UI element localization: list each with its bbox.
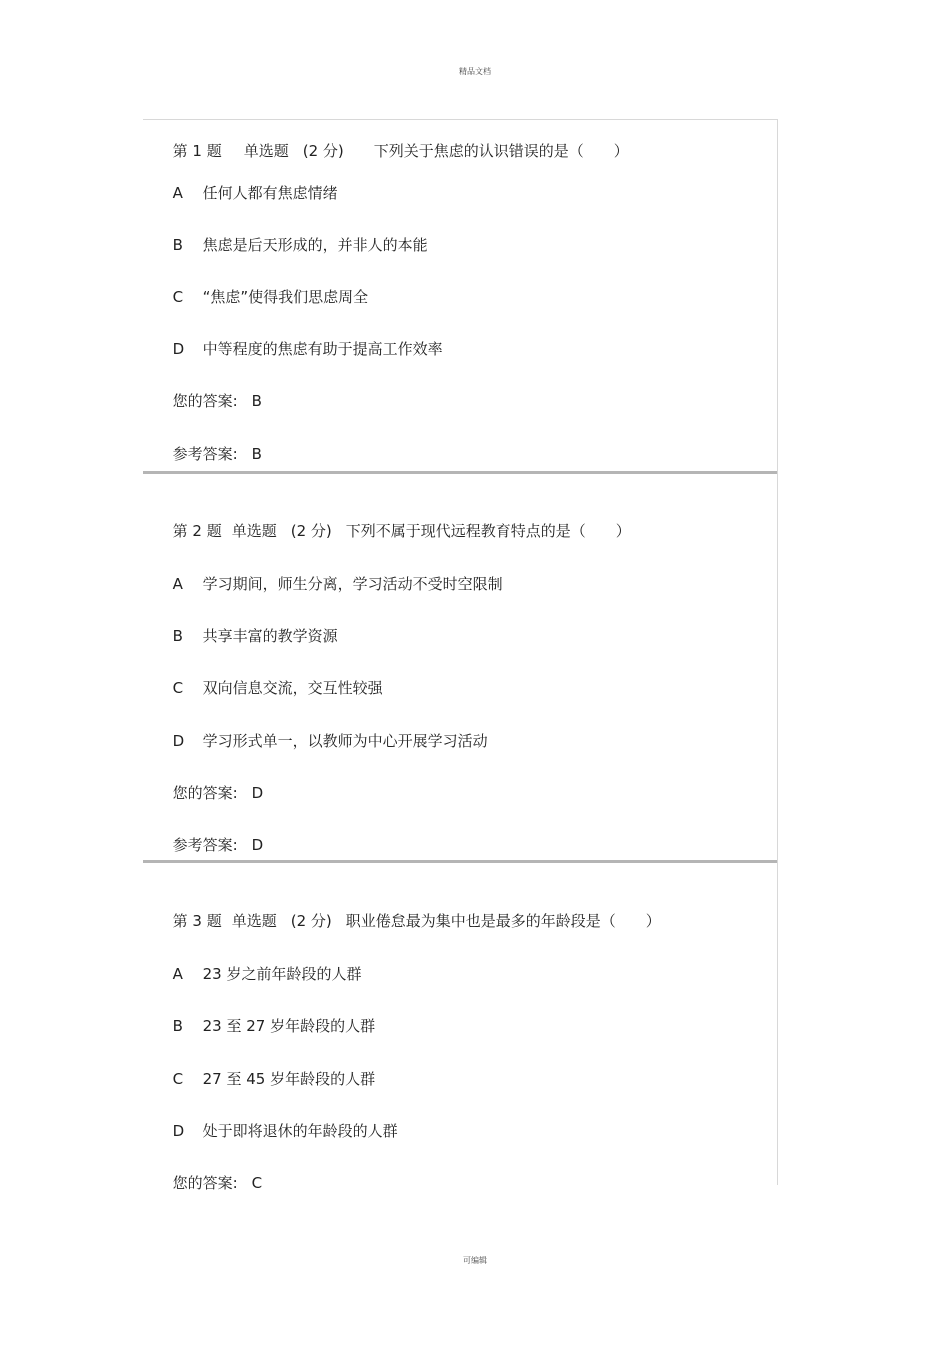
option-a[interactable] — [144, 944, 361, 1004]
question-score: (2 分) — [290, 522, 332, 540]
page-header: 精品文档 — [459, 67, 491, 76]
option-letter: C — [172, 288, 184, 306]
option-text: 23 岁之前年龄段的人群 — [202, 965, 362, 983]
question-2-header — [144, 501, 631, 561]
option-text: 任何人都有焦虑情绪 — [202, 184, 338, 202]
your-answer — [144, 763, 263, 823]
your-answer — [144, 1153, 262, 1213]
option-d[interactable] — [144, 319, 443, 379]
your-answer-label: 您的答案: — [172, 392, 238, 410]
option-text: 23 至 27 岁年龄段的人群 — [202, 1017, 376, 1035]
option-text: 焦虑是后天形成的，并非人的本能 — [202, 236, 428, 254]
option-letter: D — [172, 732, 185, 750]
option-letter: D — [172, 1122, 185, 1140]
reference-answer — [144, 424, 262, 484]
option-letter: B — [172, 1017, 183, 1035]
question-3-header — [144, 891, 661, 951]
question-type: 单选题 — [231, 912, 277, 930]
reference-answer-label: 参考答案: — [172, 445, 238, 463]
option-letter: A — [172, 965, 183, 983]
option-b[interactable] — [144, 215, 428, 275]
question-type: 单选题 — [231, 522, 277, 540]
option-letter: D — [172, 340, 185, 358]
option-d[interactable] — [144, 1101, 398, 1161]
question-score: (2 分) — [290, 912, 332, 930]
option-letter: B — [172, 627, 183, 645]
reference-answer — [144, 815, 263, 875]
option-d[interactable] — [144, 711, 488, 771]
question-stem: 下列关于焦虑的认识错误的是（ ） — [373, 142, 629, 160]
your-answer-value: C — [251, 1174, 263, 1192]
option-text: 学习形式单一，以教师为中心开展学习活动 — [202, 732, 488, 750]
question-number: 第 3 题 — [172, 912, 222, 930]
option-text: 共享丰富的教学资源 — [202, 627, 338, 645]
option-c[interactable] — [144, 1049, 375, 1109]
option-text: 处于即将退休的年龄段的人群 — [202, 1122, 398, 1140]
question-type: 单选题 — [243, 142, 289, 160]
option-b[interactable] — [144, 606, 338, 666]
your-answer-label: 您的答案: — [172, 1174, 238, 1192]
option-a[interactable] — [144, 163, 338, 223]
page-footer: 可编辑 — [463, 1256, 487, 1265]
option-a[interactable] — [144, 554, 503, 614]
option-text: “焦虑”使得我们思虑周全 — [202, 288, 369, 306]
your-answer-value: D — [251, 784, 264, 802]
option-text: 双向信息交流，交互性较强 — [202, 679, 383, 697]
question-score: (2 分) — [302, 142, 344, 160]
option-letter: B — [172, 236, 183, 254]
your-answer — [144, 371, 262, 431]
quiz-content — [143, 119, 778, 1192]
option-letter: C — [172, 1070, 184, 1088]
question-number: 第 1 题 — [172, 142, 222, 160]
question-stem: 职业倦怠最为集中也是最多的年龄段是（ ） — [345, 912, 661, 930]
option-letter: A — [172, 184, 183, 202]
option-text: 27 至 45 岁年龄段的人群 — [202, 1070, 376, 1088]
your-answer-label: 您的答案: — [172, 784, 238, 802]
option-letter: A — [172, 575, 183, 593]
question-divider — [143, 860, 777, 863]
reference-answer-value: D — [251, 836, 264, 854]
reference-answer-value: B — [251, 445, 262, 463]
question-number: 第 2 题 — [172, 522, 222, 540]
option-letter: C — [172, 679, 184, 697]
option-c[interactable] — [144, 658, 383, 718]
option-b[interactable] — [144, 996, 375, 1056]
option-text: 中等程度的焦虑有助于提高工作效率 — [202, 340, 443, 358]
question-stem: 下列不属于现代远程教育特点的是（ ） — [345, 522, 631, 540]
option-text: 学习期间，师生分离，学习活动不受时空限制 — [202, 575, 503, 593]
option-c[interactable] — [144, 267, 368, 327]
your-answer-value: B — [251, 392, 262, 410]
reference-answer-label: 参考答案: — [172, 836, 238, 854]
question-divider — [143, 471, 777, 474]
